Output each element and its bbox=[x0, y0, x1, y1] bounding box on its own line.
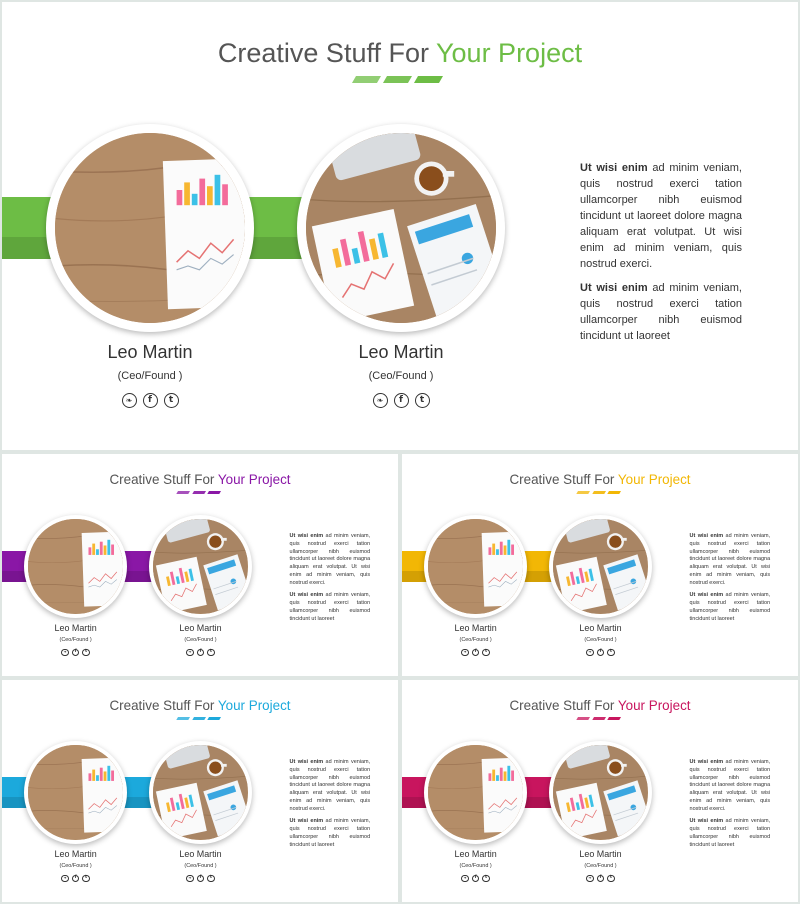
paragraph-body: ad minim veniam, quis nostrud exerci tation ullamcorper nibh euismod tincidunt ut laoreet dolore magna aliquam erat volutpat. Ut wisi enim ad minim veniam, quis nostrud exerci. bbox=[689, 758, 771, 813]
paragraph-lead: Ut wisi enim bbox=[689, 818, 724, 825]
paragraph-lead: Ut wisi enim bbox=[580, 162, 648, 174]
slide-5 bbox=[402, 680, 798, 902]
title-highlight: Your Project bbox=[436, 38, 583, 68]
description-text bbox=[290, 759, 371, 850]
social-links bbox=[181, 875, 221, 882]
slide-title bbox=[402, 698, 798, 713]
desk-photo-image bbox=[306, 133, 496, 323]
paragraph-lead: Ut wisi enim bbox=[289, 532, 324, 539]
description-paragraph bbox=[290, 592, 371, 624]
paragraph-body: ad minim veniam, quis nostrud exerci tation ullamcorper nibh euismod tincidunt ut laoreet dolore magna aliquam erat volutpat. Ut wisi enim ad minim veniam, quis nostrud exerci. bbox=[580, 162, 742, 270]
twitter-icon[interactable]: ❧ bbox=[373, 393, 388, 408]
title-dash bbox=[192, 491, 206, 494]
slide-title bbox=[2, 38, 798, 69]
social-links bbox=[456, 649, 496, 656]
member-name: Leo Martin bbox=[454, 849, 497, 860]
twitter-icon[interactable]: ❧ bbox=[461, 649, 468, 656]
slide-title bbox=[402, 472, 798, 487]
title-text: Creative Stuff For bbox=[109, 697, 218, 713]
member-name: Leo Martin bbox=[54, 623, 97, 634]
social-links bbox=[581, 875, 621, 882]
member-role: (Ceo/Found ) bbox=[368, 370, 434, 382]
social-links bbox=[56, 875, 96, 882]
title-highlight: Your Project bbox=[617, 697, 691, 713]
title-dash bbox=[352, 76, 381, 83]
twitter-icon[interactable]: ❧ bbox=[61, 649, 68, 656]
title-text: Creative Stuff For bbox=[109, 471, 218, 487]
slide-title bbox=[2, 698, 398, 713]
desk-photo-image bbox=[553, 519, 648, 614]
title-dashes bbox=[354, 76, 441, 83]
twitter-icon[interactable]: ❧ bbox=[186, 875, 193, 882]
desk-photo-image bbox=[153, 519, 248, 614]
title-highlight: Your Project bbox=[217, 471, 291, 487]
description-paragraph bbox=[690, 818, 771, 850]
paragraph-lead: Ut wisi enim bbox=[689, 532, 724, 539]
twitter-icon[interactable]: ❧ bbox=[61, 875, 68, 882]
facebook-icon[interactable]: f bbox=[394, 393, 409, 408]
member-role: (Ceo/Found ) bbox=[59, 863, 92, 870]
member-name: Leo Martin bbox=[107, 342, 193, 362]
title-dash bbox=[414, 76, 443, 83]
paragraph-body: ad minim veniam, quis nostrud exerci tation ullamcorper nibh euismod tincidunt ut laoreet bbox=[289, 818, 371, 849]
member-role: (Ceo/Found ) bbox=[459, 637, 492, 644]
wood-photo-image bbox=[28, 519, 123, 614]
facebook-icon[interactable]: f bbox=[197, 649, 204, 656]
paragraph-body: ad minim veniam, quis nostrud exerci tation ullamcorper nibh euismod tincidunt ut laoreet bbox=[580, 282, 742, 342]
social-links bbox=[56, 649, 96, 656]
paragraph-lead: Ut wisi enim bbox=[689, 592, 724, 599]
tumblr-icon[interactable]: t bbox=[82, 875, 89, 882]
member-role: (Ceo/Found ) bbox=[459, 863, 492, 870]
title-dash bbox=[592, 491, 606, 494]
slide-2 bbox=[2, 454, 398, 676]
facebook-icon[interactable]: f bbox=[597, 875, 604, 882]
description-paragraph bbox=[580, 160, 742, 272]
title-text: Creative Stuff For bbox=[509, 697, 618, 713]
member-role: (Ceo/Found ) bbox=[59, 637, 92, 644]
tumblr-icon[interactable]: t bbox=[607, 875, 614, 882]
tumblr-icon[interactable]: t bbox=[415, 393, 430, 408]
paragraph-body: ad minim veniam, quis nostrud exerci tation ullamcorper nibh euismod tincidunt ut laoreet bbox=[689, 592, 771, 623]
description-paragraph bbox=[290, 759, 371, 815]
twitter-icon[interactable]: ❧ bbox=[586, 649, 593, 656]
twitter-icon[interactable]: ❧ bbox=[586, 875, 593, 882]
slide-4 bbox=[2, 680, 398, 902]
wood-photo-image bbox=[55, 133, 245, 323]
member-name: Leo Martin bbox=[54, 849, 97, 860]
description-text bbox=[290, 533, 371, 624]
tumblr-icon[interactable]: t bbox=[482, 649, 489, 656]
tumblr-icon[interactable]: t bbox=[207, 875, 214, 882]
paragraph-body: ad minim veniam, quis nostrud exerci tation ullamcorper nibh euismod tincidunt ut laoreet dolore magna aliquam erat volutpat. Ut wisi enim ad minim veniam, quis nostrud exerci. bbox=[289, 532, 371, 587]
tumblr-icon[interactable]: t bbox=[482, 875, 489, 882]
tumblr-icon[interactable]: t bbox=[607, 649, 614, 656]
title-dash bbox=[592, 717, 606, 720]
member-name: Leo Martin bbox=[179, 623, 222, 634]
wood-photo-image bbox=[428, 519, 523, 614]
title-dash bbox=[383, 76, 412, 83]
title-dash bbox=[207, 717, 221, 720]
member-role: (Ceo/Found ) bbox=[184, 637, 217, 644]
facebook-icon[interactable]: f bbox=[472, 649, 479, 656]
description-text bbox=[580, 160, 742, 344]
social-links bbox=[456, 875, 496, 882]
paragraph-lead: Ut wisi enim bbox=[289, 818, 324, 825]
twitter-icon[interactable]: ❧ bbox=[461, 875, 468, 882]
member-name: Leo Martin bbox=[579, 849, 622, 860]
title-dashes bbox=[577, 491, 620, 494]
slide-3 bbox=[402, 454, 798, 676]
title-text: Creative Stuff For bbox=[217, 38, 436, 68]
member-role: (Ceo/Found ) bbox=[184, 863, 217, 870]
twitter-icon[interactable]: ❧ bbox=[186, 649, 193, 656]
paragraph-body: ad minim veniam, quis nostrud exerci tation ullamcorper nibh euismod tincidunt ut laoreet dolore magna aliquam erat volutpat. Ut wisi enim ad minim veniam, quis nostrud exerci. bbox=[689, 532, 771, 587]
wood-photo-image bbox=[28, 745, 123, 840]
tumblr-icon[interactable]: t bbox=[207, 649, 214, 656]
facebook-icon[interactable]: f bbox=[597, 649, 604, 656]
member-role: (Ceo/Found ) bbox=[584, 863, 617, 870]
tumblr-icon[interactable]: t bbox=[164, 393, 179, 408]
title-dash bbox=[192, 717, 206, 720]
social-links bbox=[181, 649, 221, 656]
description-text bbox=[690, 533, 771, 624]
wood-photo-image bbox=[428, 745, 523, 840]
title-dashes bbox=[177, 491, 220, 494]
paragraph-lead: Ut wisi enim bbox=[580, 282, 648, 294]
paragraph-body: ad minim veniam, quis nostrud exerci tation ullamcorper nibh euismod tincidunt ut laoreet dolore magna aliquam erat volutpat. Ut wisi enim ad minim veniam, quis nostrud exerci. bbox=[289, 758, 371, 813]
title-dashes bbox=[577, 717, 620, 720]
desk-photo-image bbox=[553, 745, 648, 840]
social-links bbox=[110, 393, 190, 408]
title-highlight: Your Project bbox=[217, 697, 291, 713]
tumblr-icon[interactable]: t bbox=[82, 649, 89, 656]
social-links bbox=[581, 649, 621, 656]
title-dash bbox=[576, 491, 590, 494]
facebook-icon[interactable]: f bbox=[72, 875, 79, 882]
description-paragraph bbox=[690, 759, 771, 815]
paragraph-lead: Ut wisi enim bbox=[689, 758, 724, 765]
description-paragraph bbox=[580, 280, 742, 344]
description-paragraph bbox=[690, 592, 771, 624]
slide-title bbox=[2, 472, 398, 487]
paragraph-lead: Ut wisi enim bbox=[289, 758, 324, 765]
facebook-icon[interactable]: f bbox=[472, 875, 479, 882]
member-name: Leo Martin bbox=[358, 342, 444, 362]
member-name: Leo Martin bbox=[454, 623, 497, 634]
twitter-icon[interactable]: ❧ bbox=[122, 393, 137, 408]
member-name: Leo Martin bbox=[179, 849, 222, 860]
facebook-icon[interactable]: f bbox=[72, 649, 79, 656]
member-name: Leo Martin bbox=[579, 623, 622, 634]
title-dash bbox=[207, 491, 221, 494]
description-text bbox=[690, 759, 771, 850]
member-role: (Ceo/Found ) bbox=[584, 637, 617, 644]
desk-photo-image bbox=[153, 745, 248, 840]
title-dashes bbox=[177, 717, 220, 720]
title-dash bbox=[176, 717, 190, 720]
paragraph-lead: Ut wisi enim bbox=[289, 592, 324, 599]
slide-1 bbox=[2, 2, 798, 450]
member-role: (Ceo/Found ) bbox=[117, 370, 183, 382]
title-highlight: Your Project bbox=[617, 471, 691, 487]
title-dash bbox=[607, 491, 621, 494]
paragraph-body: ad minim veniam, quis nostrud exerci tation ullamcorper nibh euismod tincidunt ut laoreet bbox=[289, 592, 371, 623]
title-text: Creative Stuff For bbox=[509, 471, 618, 487]
description-paragraph bbox=[290, 533, 371, 589]
title-dash bbox=[607, 717, 621, 720]
facebook-icon[interactable]: f bbox=[143, 393, 158, 408]
social-links bbox=[361, 393, 441, 408]
description-paragraph bbox=[690, 533, 771, 589]
paragraph-body: ad minim veniam, quis nostrud exerci tation ullamcorper nibh euismod tincidunt ut laoreet bbox=[689, 818, 771, 849]
facebook-icon[interactable]: f bbox=[197, 875, 204, 882]
description-paragraph bbox=[290, 818, 371, 850]
title-dash bbox=[176, 491, 190, 494]
title-dash bbox=[576, 717, 590, 720]
